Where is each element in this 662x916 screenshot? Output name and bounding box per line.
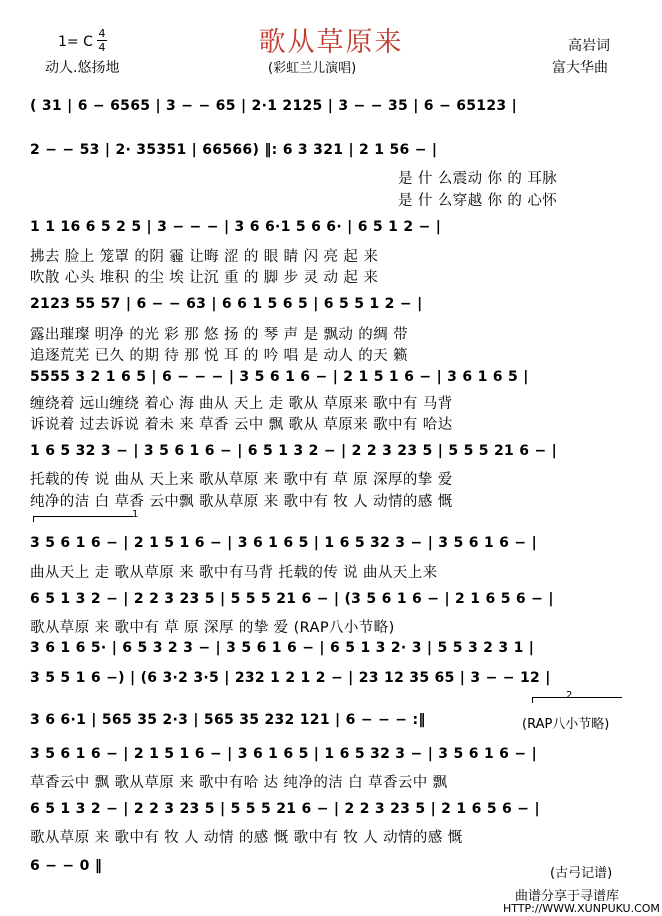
lyric-row-4-verse-1: 露出璀璨 明净 的光 彩 那 悠 扬 的 琴 声 是 飘动 的绸 带 bbox=[30, 327, 409, 343]
score-row-1: ( 31 | 6 − 6565 | 3 − − 65 | 2·1 2125 | 3 − − 35 | 6 − 65123 | bbox=[30, 98, 518, 114]
volta-1-label: 1 bbox=[132, 509, 139, 520]
lyric-row-3-verse-1: 拂去 脸上 笼罩 的阴 霾 让晦 涩 的 眼 睛 闪 亮 起 来 bbox=[30, 249, 379, 265]
score-row-2: 2 − − 53 | 2· 35351 | 66566) ‖: 6 3 321 | 2 1 56 − | bbox=[30, 142, 438, 158]
time-signature-top: 4 bbox=[98, 27, 106, 40]
site-url[interactable]: HTTP://WWW.XUNPUKU.COM bbox=[503, 902, 660, 915]
time-signature-bottom: 4 bbox=[98, 41, 106, 54]
transcriber-credit: (古弓记谱) bbox=[550, 866, 613, 881]
score-row-10: 3 5 5 1 6 −) | (6 3·2 3·5 | 232 1 2 1 2 − | 23 12 35 65 | 3 − − 12 | bbox=[30, 670, 551, 686]
key-signature: 1= C bbox=[58, 34, 93, 50]
song-title: 歌从草原来 bbox=[258, 27, 404, 58]
lyric-row-5-verse-1: 缠绕着 远山缠绕 着心 海 曲从 天上 走 歌从 草原来 歌中有 马背 bbox=[30, 396, 453, 412]
volta-2-label: 2 bbox=[566, 690, 573, 701]
rap-note: (RAP八小节略) bbox=[522, 717, 610, 732]
volta-2-tick bbox=[532, 697, 533, 703]
performer: (彩虹兰儿演唱) bbox=[268, 61, 357, 76]
score-row-7: 3 5 6 1 6 − | 2 1 5 1 6 − | 3 6 1 6 5 | 1 6 5 32 3 − | 3 5 6 1 6 − | bbox=[30, 535, 538, 551]
lyric-row-7: 曲从天上 走 歌从草原 来 歌中有马背 托载的传 说 曲从天上来 bbox=[30, 565, 438, 581]
score-row-9: 3 6 1 6 5· | 6 5 3 2 3 − | 3 5 6 1 6 − | 6 5 1 3 2· 3 | 5 5 3 2 3 1 | bbox=[30, 640, 535, 656]
lyric-row-6-verse-2: 纯净的洁 白 草香 云中飘 歌从草原 来 歌中有 牧 人 动情的感 慨 bbox=[30, 494, 453, 510]
lyric-row-5-verse-2: 诉说着 过去诉说 着未 来 草香 云中 飘 歌从 草原来 歌中有 哈达 bbox=[30, 417, 453, 433]
score-row-12: 3 5 6 1 6 − | 2 1 5 1 6 − | 3 6 1 6 5 | 1 6 5 32 3 − | 3 5 6 1 6 − | bbox=[30, 746, 538, 762]
volta-1-tick bbox=[33, 516, 34, 522]
score-row-13: 6 5 1 3 2 − | 2 2 3 23 5 | 5 5 5 21 6 − | 2 2 3 23 5 | 2 1 6 5 6 − | bbox=[30, 801, 540, 817]
lyric-row-2-verse-2: 是 什 么穿越 你 的 心怀 bbox=[398, 193, 558, 209]
score-row-3: 1 1 16 6 5 2 5 | 3 − − − | 3 6 6·1 5 6 6· | 6 5 1 2 − | bbox=[30, 219, 442, 235]
expression-mark: 动人.悠扬地 bbox=[45, 60, 120, 76]
composer: 富大华曲 bbox=[552, 60, 608, 76]
lyric-row-3-verse-2: 吹散 心头 堆积 的尘 埃 让沉 重 的 脚 步 灵 动 起 来 bbox=[30, 270, 379, 286]
score-row-8: 6 5 1 3 2 − | 2 2 3 23 5 | 5 5 5 21 6 − | (3 5 6 1 6 − | 2 1 6 5 6 − | bbox=[30, 591, 554, 607]
lyric-row-2-verse-1: 是 什 么震动 你 的 耳脉 bbox=[398, 171, 558, 187]
lyric-row-4-verse-2: 追逐荒芜 已久 的期 待 那 悦 耳 的 吟 唱 是 动人 的天 籁 bbox=[30, 348, 409, 364]
score-row-11: 3 6 6·1 | 565 35 2·3 | 565 35 232 121 | 6 − − − :‖ bbox=[30, 712, 426, 728]
lyric-row-13: 歌从草原 来 歌中有 牧 人 动情 的感 慨 歌中有 牧 人 动情的感 慨 bbox=[30, 830, 463, 846]
lyricist: 高岩词 bbox=[568, 38, 610, 54]
lyric-row-8: 歌从草原 来 歌中有 草 原 深厚 的挚 爱 (RAP八小节略) bbox=[30, 620, 395, 636]
score-row-4: 2123 55 57 | 6 − − 63 | 6 6 1 5 6 5 | 6 5 5 1 2 − | bbox=[30, 296, 423, 312]
score-row-6: 1 6 5 32 3 − | 3 5 6 1 6 − | 6 5 1 3 2 − | 2 2 3 23 5 | 5 5 5 21 6 − | bbox=[30, 443, 558, 459]
lyric-row-12: 草香云中 飘 歌从草原 来 歌中有哈 达 纯净的洁 白 草香云中 飘 bbox=[30, 775, 448, 791]
lyric-row-6-verse-1: 托载的传 说 曲从 天上来 歌从草原 来 歌中有 草 原 深厚的挚 爱 bbox=[30, 472, 453, 488]
volta-2-line bbox=[532, 697, 622, 698]
score-row-5: 5555 3 2 1 6 5 | 6 − − − | 3 5 6 1 6 − | 2 1 5 1 6 − | 3 6 1 6 5 | bbox=[30, 369, 529, 385]
site-name: 曲谱分享于寻谱库 bbox=[515, 889, 620, 904]
volta-1-line bbox=[33, 516, 133, 517]
score-row-14: 6 − − 0 ‖ bbox=[30, 858, 103, 874]
